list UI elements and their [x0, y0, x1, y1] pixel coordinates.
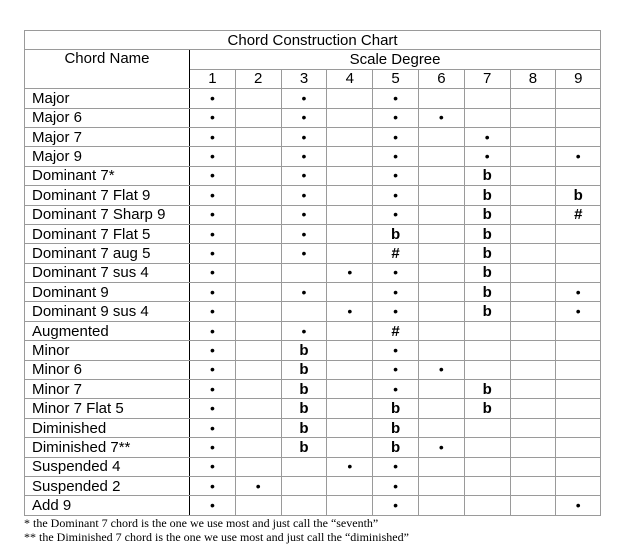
degree-mark-2: [235, 147, 281, 166]
degree-mark-8: [510, 321, 556, 340]
degree-mark-7: [464, 89, 510, 108]
degree-mark-1: •: [190, 224, 236, 243]
degree-mark-2: [235, 108, 281, 127]
degree-mark-7: [464, 457, 510, 476]
degree-mark-6: [418, 321, 464, 340]
chord-name: Minor: [25, 341, 190, 360]
degree-mark-5: •: [373, 341, 419, 360]
degree-mark-1: •: [190, 380, 236, 399]
chord-construction-table: [24, 30, 601, 516]
table-row: [25, 438, 601, 457]
degree-mark-2: [235, 244, 281, 263]
degree-mark-6: [418, 380, 464, 399]
degree-mark-3: [281, 302, 327, 321]
table-row: [25, 457, 601, 476]
degree-mark-2: [235, 263, 281, 282]
degree-mark-3: b: [281, 418, 327, 437]
degree-mark-2: [235, 457, 281, 476]
degree-mark-4: •: [327, 302, 373, 321]
degree-mark-1: •: [190, 147, 236, 166]
degree-mark-3: •: [281, 205, 327, 224]
degree-mark-3: •: [281, 127, 327, 146]
degree-mark-7: b: [464, 380, 510, 399]
degree-header-1: 1: [190, 69, 236, 88]
degree-mark-8: [510, 283, 556, 302]
degree-mark-7: b: [464, 205, 510, 224]
degree-mark-6: [418, 186, 464, 205]
degree-mark-4: •: [327, 263, 373, 282]
degree-mark-6: [418, 457, 464, 476]
title-row: [25, 31, 601, 50]
chord-name: Dominant 7 sus 4: [25, 263, 190, 282]
table-row: [25, 283, 601, 302]
degree-mark-3: •: [281, 321, 327, 340]
chord-name: Major 9: [25, 147, 190, 166]
table-row: [25, 89, 601, 108]
degree-header-2: 2: [235, 69, 281, 88]
degree-mark-1: •: [190, 341, 236, 360]
degree-mark-2: [235, 380, 281, 399]
chord-name: Suspended 4: [25, 457, 190, 476]
degree-mark-4: [327, 244, 373, 263]
degree-mark-9: b: [556, 186, 601, 205]
degree-mark-9: [556, 457, 601, 476]
degree-mark-9: [556, 166, 601, 185]
degree-mark-2: [235, 438, 281, 457]
degree-mark-7: [464, 360, 510, 379]
degree-mark-3: •: [281, 283, 327, 302]
table-row: [25, 205, 601, 224]
degree-mark-2: [235, 127, 281, 146]
table-row: [25, 418, 601, 437]
degree-mark-7: [464, 108, 510, 127]
degree-mark-9: [556, 244, 601, 263]
degree-mark-3: b: [281, 380, 327, 399]
degree-mark-3: b: [281, 360, 327, 379]
degree-mark-4: [327, 186, 373, 205]
degree-mark-4: [327, 224, 373, 243]
chord-name: Minor 7: [25, 380, 190, 399]
chord-name: Dominant 7 Flat 9: [25, 186, 190, 205]
degree-mark-2: [235, 224, 281, 243]
degree-mark-1: •: [190, 205, 236, 224]
degree-mark-6: [418, 302, 464, 321]
degree-mark-6: [418, 341, 464, 360]
table-row: [25, 380, 601, 399]
chord-name: Minor 6: [25, 360, 190, 379]
degree-mark-2: •: [235, 476, 281, 495]
degree-mark-9: [556, 476, 601, 495]
degree-mark-9: [556, 399, 601, 418]
degree-mark-4: •: [327, 457, 373, 476]
degree-mark-4: [327, 360, 373, 379]
degree-mark-1: •: [190, 108, 236, 127]
degree-mark-8: [510, 380, 556, 399]
footnote-dominant-7: * the Dominant 7 chord is the one we use most and just call the “seventh”: [24, 516, 379, 530]
table-row: [25, 302, 601, 321]
degree-mark-8: [510, 496, 556, 515]
degree-mark-2: [235, 418, 281, 437]
degree-mark-9: [556, 224, 601, 243]
degree-mark-2: [235, 302, 281, 321]
degree-mark-7: b: [464, 283, 510, 302]
degree-mark-9: [556, 108, 601, 127]
degree-mark-2: [235, 399, 281, 418]
degree-mark-5: •: [373, 263, 419, 282]
chord-rows: [25, 89, 601, 516]
degree-header-5: 5: [373, 69, 419, 88]
chart-title: Chord Construction Chart: [25, 31, 601, 50]
degree-mark-5: •: [373, 476, 419, 495]
degree-mark-3: •: [281, 147, 327, 166]
degree-mark-6: •: [418, 108, 464, 127]
chord-name: Major: [25, 89, 190, 108]
degree-mark-1: •: [190, 476, 236, 495]
degree-mark-3: b: [281, 341, 327, 360]
chord-name: Dominant 7 Flat 5: [25, 224, 190, 243]
degree-mark-3: [281, 263, 327, 282]
degree-mark-2: [235, 186, 281, 205]
degree-mark-4: [327, 205, 373, 224]
degree-mark-7: b: [464, 224, 510, 243]
degree-header-3: 3: [281, 69, 327, 88]
degree-mark-1: •: [190, 438, 236, 457]
chord-name: Dominant 7 aug 5: [25, 244, 190, 263]
degree-mark-1: •: [190, 166, 236, 185]
chord-name: Dominant 9 sus 4: [25, 302, 190, 321]
degree-mark-8: [510, 244, 556, 263]
degree-mark-7: [464, 476, 510, 495]
table-row: [25, 321, 601, 340]
degree-mark-5: b: [373, 399, 419, 418]
degree-mark-1: •: [190, 89, 236, 108]
degree-mark-6: [418, 399, 464, 418]
degree-mark-9: [556, 263, 601, 282]
degree-mark-1: •: [190, 186, 236, 205]
degree-mark-3: •: [281, 108, 327, 127]
degree-mark-5: #: [373, 244, 419, 263]
degree-mark-4: [327, 283, 373, 302]
degree-mark-5: •: [373, 89, 419, 108]
degree-mark-6: [418, 283, 464, 302]
degree-mark-9: [556, 89, 601, 108]
degree-mark-3: •: [281, 166, 327, 185]
degree-mark-4: [327, 341, 373, 360]
degree-mark-6: [418, 89, 464, 108]
degree-mark-3: [281, 496, 327, 515]
degree-mark-5: •: [373, 283, 419, 302]
degree-mark-4: [327, 321, 373, 340]
degree-mark-6: [418, 496, 464, 515]
degree-mark-6: [418, 127, 464, 146]
degree-mark-3: [281, 476, 327, 495]
degree-mark-8: [510, 457, 556, 476]
degree-mark-8: [510, 127, 556, 146]
degree-mark-6: [418, 147, 464, 166]
degree-mark-5: •: [373, 302, 419, 321]
degree-mark-5: •: [373, 457, 419, 476]
degree-mark-7: b: [464, 244, 510, 263]
degree-mark-9: [556, 418, 601, 437]
degree-mark-4: [327, 127, 373, 146]
degree-mark-1: •: [190, 244, 236, 263]
chord-name: Diminished 7**: [25, 438, 190, 457]
degree-mark-8: [510, 186, 556, 205]
degree-mark-5: •: [373, 360, 419, 379]
degree-mark-3: [281, 457, 327, 476]
degree-mark-2: [235, 496, 281, 515]
degree-mark-3: •: [281, 224, 327, 243]
degree-mark-7: [464, 496, 510, 515]
degree-mark-4: [327, 108, 373, 127]
degree-mark-4: [327, 399, 373, 418]
degree-mark-1: •: [190, 360, 236, 379]
degree-header-7: 7: [464, 69, 510, 88]
degree-mark-3: •: [281, 186, 327, 205]
table-row: [25, 224, 601, 243]
degree-mark-7: [464, 418, 510, 437]
degree-mark-8: [510, 418, 556, 437]
degree-mark-2: [235, 321, 281, 340]
degree-mark-4: [327, 89, 373, 108]
degree-header-4: 4: [327, 69, 373, 88]
degree-mark-7: [464, 321, 510, 340]
degree-mark-9: [556, 341, 601, 360]
degree-mark-2: [235, 166, 281, 185]
degree-mark-9: •: [556, 496, 601, 515]
degree-mark-8: [510, 166, 556, 185]
degree-mark-7: b: [464, 399, 510, 418]
degree-mark-7: [464, 341, 510, 360]
footnotes: [24, 516, 624, 544]
degree-mark-8: [510, 399, 556, 418]
degree-mark-7: •: [464, 127, 510, 146]
table-row: [25, 476, 601, 495]
degree-mark-9: [556, 127, 601, 146]
footnote-diminished-7: ** the Diminished 7 chord is the one we use most and just call the “diminished”: [24, 530, 409, 544]
chord-name: Suspended 2: [25, 476, 190, 495]
degree-mark-6: [418, 476, 464, 495]
degree-mark-9: [556, 380, 601, 399]
degree-mark-5: #: [373, 321, 419, 340]
degree-mark-8: [510, 89, 556, 108]
degree-mark-2: [235, 205, 281, 224]
degree-mark-4: [327, 380, 373, 399]
chord-name-header: Chord Name: [25, 50, 190, 89]
degree-mark-4: [327, 496, 373, 515]
degree-mark-5: b: [373, 418, 419, 437]
degree-mark-7: b: [464, 186, 510, 205]
degree-mark-1: •: [190, 457, 236, 476]
degree-mark-8: [510, 341, 556, 360]
degree-mark-4: [327, 147, 373, 166]
degree-mark-7: b: [464, 302, 510, 321]
degree-mark-5: •: [373, 496, 419, 515]
chord-name: Major 7: [25, 127, 190, 146]
chord-name: Dominant 9: [25, 283, 190, 302]
table-row: [25, 147, 601, 166]
chord-name: Dominant 7 Sharp 9: [25, 205, 190, 224]
degree-mark-3: b: [281, 438, 327, 457]
degree-mark-9: #: [556, 205, 601, 224]
degree-mark-6: [418, 166, 464, 185]
degree-mark-4: [327, 476, 373, 495]
degree-mark-6: [418, 418, 464, 437]
degree-mark-9: •: [556, 147, 601, 166]
table-row: [25, 341, 601, 360]
degree-mark-4: [327, 418, 373, 437]
degree-mark-1: •: [190, 418, 236, 437]
scale-degree-header: Scale Degree: [190, 50, 601, 69]
degree-mark-1: •: [190, 399, 236, 418]
degree-mark-9: •: [556, 302, 601, 321]
degree-mark-1: •: [190, 302, 236, 321]
degree-mark-5: •: [373, 205, 419, 224]
degree-mark-8: [510, 360, 556, 379]
table-row: [25, 360, 601, 379]
table-row: [25, 108, 601, 127]
degree-mark-5: •: [373, 166, 419, 185]
table-row: [25, 127, 601, 146]
degree-mark-4: [327, 438, 373, 457]
degree-mark-7: [464, 438, 510, 457]
chord-name: Augmented: [25, 321, 190, 340]
table-row: [25, 496, 601, 515]
degree-mark-5: b: [373, 224, 419, 243]
degree-mark-1: •: [190, 127, 236, 146]
chord-name: Add 9: [25, 496, 190, 515]
table-row: [25, 166, 601, 185]
degree-mark-8: [510, 476, 556, 495]
degree-mark-8: [510, 438, 556, 457]
degree-mark-2: [235, 283, 281, 302]
degree-header-8: 8: [510, 69, 556, 88]
degree-mark-1: •: [190, 321, 236, 340]
degree-mark-5: •: [373, 186, 419, 205]
chord-name: Major 6: [25, 108, 190, 127]
header-row: [25, 50, 601, 69]
chord-name: Minor 7 Flat 5: [25, 399, 190, 418]
degree-mark-5: b: [373, 438, 419, 457]
degree-mark-8: [510, 224, 556, 243]
degree-mark-3: •: [281, 244, 327, 263]
degree-mark-4: [327, 166, 373, 185]
degree-mark-6: [418, 263, 464, 282]
degree-mark-2: [235, 360, 281, 379]
degree-header-6: 6: [418, 69, 464, 88]
degree-mark-9: •: [556, 283, 601, 302]
degree-mark-3: •: [281, 89, 327, 108]
degree-mark-6: •: [418, 360, 464, 379]
degree-mark-5: •: [373, 147, 419, 166]
degree-mark-5: •: [373, 108, 419, 127]
degree-mark-2: [235, 341, 281, 360]
degree-mark-8: [510, 302, 556, 321]
degree-mark-5: •: [373, 127, 419, 146]
degree-mark-8: [510, 263, 556, 282]
degree-mark-5: •: [373, 380, 419, 399]
table-row: [25, 186, 601, 205]
degree-mark-7: b: [464, 263, 510, 282]
degree-mark-6: •: [418, 438, 464, 457]
degree-header-9: 9: [556, 69, 601, 88]
chord-name: Dominant 7*: [25, 166, 190, 185]
degree-mark-9: [556, 360, 601, 379]
degree-mark-7: b: [464, 166, 510, 185]
degree-mark-6: [418, 205, 464, 224]
degree-mark-1: •: [190, 496, 236, 515]
degree-mark-1: •: [190, 263, 236, 282]
table-row: [25, 244, 601, 263]
degree-mark-1: •: [190, 283, 236, 302]
degree-mark-8: [510, 147, 556, 166]
chord-name: Diminished: [25, 418, 190, 437]
table-row: [25, 399, 601, 418]
degree-mark-8: [510, 205, 556, 224]
degree-mark-3: b: [281, 399, 327, 418]
degree-mark-8: [510, 108, 556, 127]
table-row: [25, 263, 601, 282]
degree-mark-7: •: [464, 147, 510, 166]
degree-mark-6: [418, 224, 464, 243]
degree-mark-9: [556, 438, 601, 457]
degree-mark-2: [235, 89, 281, 108]
degree-mark-6: [418, 244, 464, 263]
degree-mark-9: [556, 321, 601, 340]
